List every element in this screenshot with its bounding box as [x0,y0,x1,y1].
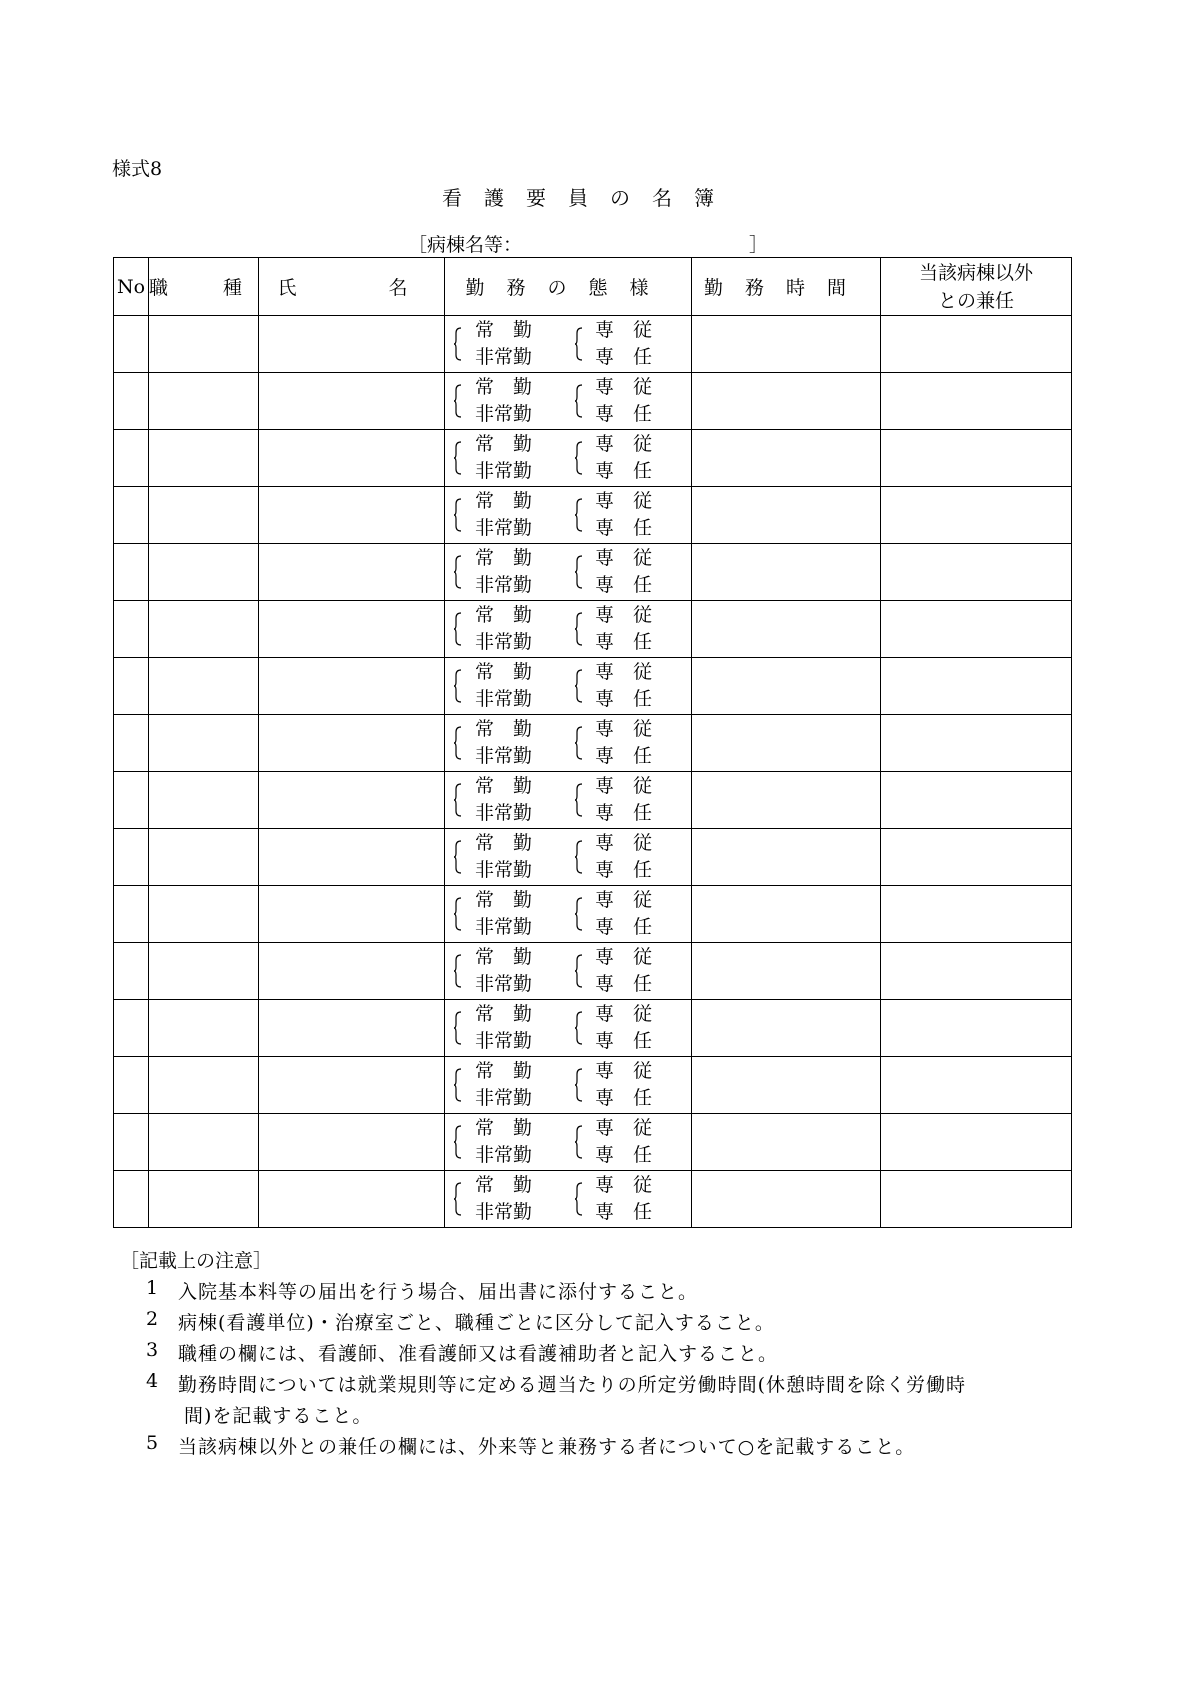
brace-icon [454,1068,462,1102]
cell-work-mode [445,1171,692,1228]
cell-job-type[interactable] [149,1114,259,1171]
brace-icon [454,1182,462,1216]
table-row [114,487,1072,544]
work-mode-options [445,829,691,885]
option-fulltime[interactable]: 常 勤 [475,319,533,341]
cell-job-type[interactable] [149,658,259,715]
work-mode-options [445,544,691,600]
cell-no[interactable] [114,544,149,601]
cell-work-mode [445,1114,692,1171]
option-dedicated[interactable]: 専 従 [595,832,653,854]
cell-work-mode [445,544,692,601]
brace-icon [454,498,462,532]
cell-no[interactable] [114,715,149,772]
cell-no[interactable] [114,430,149,487]
cell-job-type[interactable] [149,943,259,1000]
table-body [114,316,1072,1228]
table-row [114,601,1072,658]
cell-name[interactable] [259,544,445,601]
brace-icon [454,783,462,817]
option-assigned[interactable]: 専 任 [595,859,653,881]
cell-work-hours[interactable] [692,316,881,373]
option-dedicated[interactable]: 専 従 [595,376,653,398]
cell-no[interactable] [114,886,149,943]
table-row [114,829,1072,886]
cell-job-type[interactable] [149,430,259,487]
cell-name[interactable] [259,1057,445,1114]
cell-job-type[interactable] [149,487,259,544]
brace-icon [575,783,583,817]
table-row [114,1171,1072,1228]
option-parttime[interactable]: 非常勤 [475,688,533,710]
work-mode-options [445,1114,691,1170]
table-row [114,658,1072,715]
note-text: 勤務時間については就業規則等に定める週当たりの所定労働時間(休憩時間を除く労働時 [178,1374,967,1396]
note-text: 職種の欄には、看護師、准看護師又は看護補助者と記入すること。 [178,1343,779,1365]
cell-concurrent-duty[interactable] [881,886,1072,943]
cell-concurrent-duty[interactable] [881,829,1072,886]
brace-icon [575,954,583,988]
option-assigned[interactable]: 専 任 [595,1201,653,1223]
brace-icon [575,441,583,475]
cell-work-hours[interactable] [692,1000,881,1057]
cell-job-type[interactable] [149,829,259,886]
cell-work-hours[interactable] [692,1114,881,1171]
cell-name[interactable] [259,601,445,658]
cell-no[interactable] [114,943,149,1000]
option-assigned[interactable]: 専 任 [595,403,653,425]
option-fulltime[interactable]: 常 勤 [475,547,533,569]
brace-icon [454,897,462,931]
option-fulltime[interactable]: 常 勤 [475,718,533,740]
cell-work-mode [445,487,692,544]
note-number: 2 [146,1308,160,1330]
option-assigned[interactable]: 専 任 [595,745,653,767]
option-fulltime[interactable]: 常 勤 [475,1003,533,1025]
option-parttime[interactable]: 非常勤 [475,574,533,596]
cell-concurrent-duty[interactable] [881,544,1072,601]
cell-concurrent-duty[interactable] [881,1114,1072,1171]
brace-icon [454,1125,462,1159]
form-number-label: 様式8 [112,158,163,180]
cell-name[interactable] [259,316,445,373]
table-row [114,1057,1072,1114]
option-fulltime[interactable]: 常 勤 [475,832,533,854]
work-mode-options [445,715,691,771]
cell-work-mode [445,943,692,1000]
brace-icon [575,327,583,361]
cell-work-hours[interactable] [692,1057,881,1114]
cell-job-type[interactable] [149,1000,259,1057]
option-fulltime[interactable]: 常 勤 [475,604,533,626]
work-mode-options [445,1171,691,1227]
note-number: 4 [146,1370,160,1392]
brace-icon [575,897,583,931]
option-fulltime[interactable]: 常 勤 [475,775,533,797]
brace-icon [575,840,583,874]
brace-icon [575,669,583,703]
cell-work-mode [445,1000,692,1057]
table-row [114,544,1072,601]
header-work-hours: 勤務時間 [692,258,881,316]
cell-work-hours[interactable] [692,943,881,1000]
cell-job-type[interactable] [149,544,259,601]
option-dedicated[interactable]: 専 従 [595,547,653,569]
cell-job-type[interactable] [149,886,259,943]
cell-work-mode [445,1057,692,1114]
header-job-type: 職 種 [149,258,259,316]
document-title: 看護要員の名簿 [442,186,736,210]
cell-name[interactable] [259,658,445,715]
header-work-mode: 勤務の態様 [445,258,692,316]
option-dedicated[interactable]: 専 従 [595,1060,653,1082]
brace-icon [575,498,583,532]
option-parttime[interactable]: 非常勤 [475,460,533,482]
header-name: 氏 名 [259,258,445,316]
cell-work-hours[interactable] [692,715,881,772]
work-mode-options [445,772,691,828]
brace-icon [454,726,462,760]
work-mode-options [445,373,691,429]
brace-icon [575,726,583,760]
cell-concurrent-duty[interactable] [881,487,1072,544]
option-assigned[interactable]: 専 任 [595,346,653,368]
table-row [114,886,1072,943]
option-parttime[interactable]: 非常勤 [475,403,533,425]
option-dedicated[interactable]: 専 従 [595,889,653,911]
option-fulltime[interactable]: 常 勤 [475,490,533,512]
option-dedicated[interactable]: 専 従 [595,946,653,968]
table-row [114,1114,1072,1171]
cell-no[interactable] [114,829,149,886]
work-mode-options [445,1000,691,1056]
cell-work-hours[interactable] [692,487,881,544]
option-parttime[interactable]: 非常勤 [475,916,533,938]
work-mode-options [445,1057,691,1113]
option-parttime[interactable]: 非常勤 [475,1087,533,1109]
cell-concurrent-duty[interactable] [881,1171,1072,1228]
cell-job-type[interactable] [149,316,259,373]
option-parttime[interactable]: 非常勤 [475,745,533,767]
header-concurrent-line2: との兼任 [937,289,1014,312]
option-assigned[interactable]: 専 任 [595,688,653,710]
option-assigned[interactable]: 専 任 [595,1030,653,1052]
brace-icon [454,612,462,646]
cell-work-hours[interactable] [692,658,881,715]
staff-roster-table [113,257,1072,1228]
notes-heading: ［記載上の注意］ [120,1250,273,1272]
cell-work-hours[interactable] [692,544,881,601]
note-number: 5 [146,1432,160,1454]
brace-icon [454,954,462,988]
cell-no[interactable] [114,1000,149,1057]
option-assigned[interactable]: 専 任 [595,802,653,824]
cell-work-mode [445,772,692,829]
option-dedicated[interactable]: 専 従 [595,1174,653,1196]
cell-work-mode [445,373,692,430]
brace-icon [575,612,583,646]
cell-work-hours[interactable] [692,430,881,487]
table-row [114,1000,1072,1057]
cell-name[interactable] [259,715,445,772]
cell-concurrent-duty[interactable] [881,943,1072,1000]
cell-work-mode [445,886,692,943]
note-text-continued: 間)を記載すること。 [184,1405,373,1427]
brace-icon [454,384,462,418]
cell-work-hours[interactable] [692,601,881,658]
work-mode-options [445,886,691,942]
option-assigned[interactable]: 専 任 [595,631,653,653]
cell-work-mode [445,430,692,487]
cell-work-mode [445,715,692,772]
table-row [114,316,1072,373]
option-assigned[interactable]: 専 任 [595,574,653,596]
option-parttime[interactable]: 非常勤 [475,517,533,539]
table-row [114,430,1072,487]
cell-work-mode [445,658,692,715]
option-fulltime[interactable]: 常 勤 [475,433,533,455]
header-concurrent-duty [881,258,1072,316]
cell-work-mode [445,601,692,658]
option-assigned[interactable]: 専 任 [595,1144,653,1166]
cell-name[interactable] [259,886,445,943]
cell-job-type[interactable] [149,1057,259,1114]
cell-job-type[interactable] [149,373,259,430]
work-mode-options [445,487,691,543]
option-fulltime[interactable]: 常 勤 [475,1174,533,1196]
option-assigned[interactable]: 専 任 [595,1087,653,1109]
cell-name[interactable] [259,1171,445,1228]
option-fulltime[interactable]: 常 勤 [475,1060,533,1082]
option-dedicated[interactable]: 専 従 [595,433,653,455]
option-fulltime[interactable]: 常 勤 [475,946,533,968]
cell-job-type[interactable] [149,1171,259,1228]
brace-icon [575,555,583,589]
cell-work-hours[interactable] [692,829,881,886]
cell-work-hours[interactable] [692,1171,881,1228]
cell-work-hours[interactable] [692,373,881,430]
option-parttime[interactable]: 非常勤 [475,859,533,881]
cell-no[interactable] [114,658,149,715]
option-dedicated[interactable]: 専 従 [595,604,653,626]
brace-icon [575,384,583,418]
cell-concurrent-duty[interactable] [881,430,1072,487]
table-row [114,772,1072,829]
table-header-row [114,258,1072,316]
work-mode-options [445,316,691,372]
cell-name[interactable] [259,1114,445,1171]
cell-name[interactable] [259,829,445,886]
cell-no[interactable] [114,772,149,829]
option-fulltime[interactable]: 常 勤 [475,376,533,398]
option-dedicated[interactable]: 専 従 [595,490,653,512]
option-parttime[interactable]: 非常勤 [475,1144,533,1166]
option-parttime[interactable]: 非常勤 [475,346,533,368]
work-mode-options [445,430,691,486]
option-parttime[interactable]: 非常勤 [475,1201,533,1223]
ward-name-line [408,230,768,258]
cell-concurrent-duty[interactable] [881,601,1072,658]
cell-concurrent-duty[interactable] [881,658,1072,715]
work-mode-options [445,658,691,714]
option-dedicated[interactable]: 専 従 [595,661,653,683]
header-concurrent-line1: 当該病棟以外 [918,261,1033,284]
cell-no[interactable] [114,1114,149,1171]
cell-no[interactable] [114,373,149,430]
table-row [114,943,1072,1000]
note-text: 病棟(看護単位)・治療室ごと、職種ごとに区分して記入すること。 [178,1312,775,1334]
option-dedicated[interactable]: 専 従 [595,775,653,797]
option-assigned[interactable]: 専 任 [595,517,653,539]
cell-job-type[interactable] [149,772,259,829]
header-no: No [114,258,149,316]
option-dedicated[interactable]: 専 従 [595,718,653,740]
option-parttime[interactable]: 非常勤 [475,802,533,824]
cell-work-mode [445,829,692,886]
work-mode-options [445,943,691,999]
brace-icon [454,1011,462,1045]
cell-no[interactable] [114,601,149,658]
option-dedicated[interactable]: 専 従 [595,319,653,341]
cell-concurrent-duty[interactable] [881,373,1072,430]
option-parttime[interactable]: 非常勤 [475,631,533,653]
brace-icon [454,840,462,874]
cell-concurrent-duty[interactable] [881,715,1072,772]
ward-name-close-bracket: ］ [748,234,768,256]
table-row [114,715,1072,772]
option-dedicated[interactable]: 専 従 [595,1117,653,1139]
cell-no[interactable] [114,1057,149,1114]
work-mode-options [445,601,691,657]
cell-name[interactable] [259,943,445,1000]
cell-concurrent-duty[interactable] [881,1057,1072,1114]
cell-no[interactable] [114,316,149,373]
cell-job-type[interactable] [149,601,259,658]
cell-job-type[interactable] [149,715,259,772]
brace-icon [575,1182,583,1216]
option-fulltime[interactable]: 常 勤 [475,661,533,683]
cell-name[interactable] [259,1000,445,1057]
brace-icon [575,1011,583,1045]
brace-icon [454,441,462,475]
cell-name[interactable] [259,772,445,829]
option-parttime[interactable]: 非常勤 [475,973,533,995]
cell-no[interactable] [114,487,149,544]
cell-concurrent-duty[interactable] [881,1000,1072,1057]
brace-icon [454,669,462,703]
cell-concurrent-duty[interactable] [881,316,1072,373]
cell-concurrent-duty[interactable] [881,772,1072,829]
cell-work-hours[interactable] [692,772,881,829]
cell-no[interactable] [114,1171,149,1228]
option-fulltime[interactable]: 常 勤 [475,889,533,911]
ward-name-label: ［病棟名等： [408,234,523,256]
brace-icon [575,1125,583,1159]
note-text: 当該病棟以外との兼任の欄には、外来等と兼務する者について○を記載すること。 [178,1436,916,1458]
table-row [114,373,1072,430]
option-assigned[interactable]: 専 任 [595,973,653,995]
note-number: 1 [146,1277,160,1299]
cell-name[interactable] [259,487,445,544]
option-parttime[interactable]: 非常勤 [475,1030,533,1052]
note-text: 入院基本料等の届出を行う場合、届出書に添付すること。 [178,1281,699,1303]
cell-work-mode [445,316,692,373]
cell-name[interactable] [259,373,445,430]
cell-name[interactable] [259,430,445,487]
brace-icon [454,555,462,589]
option-fulltime[interactable]: 常 勤 [475,1117,533,1139]
brace-icon [454,327,462,361]
cell-work-hours[interactable] [692,886,881,943]
brace-icon [575,1068,583,1102]
note-number: 3 [146,1339,160,1361]
option-assigned[interactable]: 専 任 [595,916,653,938]
option-assigned[interactable]: 専 任 [595,460,653,482]
option-dedicated[interactable]: 専 従 [595,1003,653,1025]
